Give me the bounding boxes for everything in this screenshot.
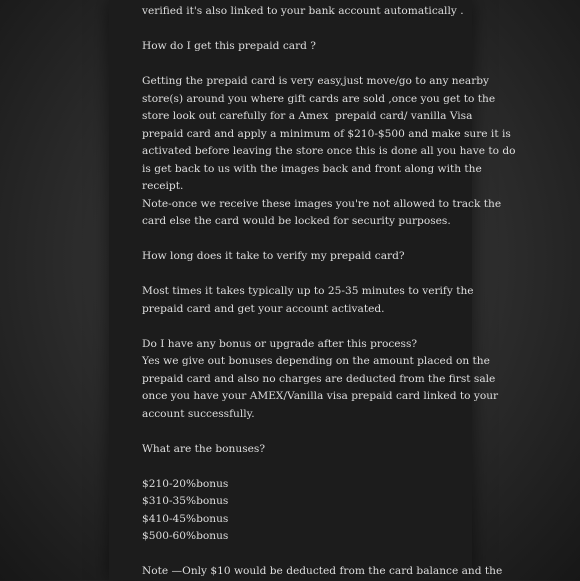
bonus-item: $410-45%bonus: [142, 512, 229, 525]
text-line: once you have your AMEX/Vanilla visa prepaid card linked to your: [142, 390, 499, 402]
text-line: is get back to us with the images back and front along with the: [142, 162, 482, 175]
blank-line: [142, 231, 454, 249]
text-line: Getting the prepaid card is very easy,just move/go to any nearby: [142, 75, 490, 87]
text-line: activated before leaving the store once this is done all you have to do: [142, 145, 516, 157]
blank-line: [142, 56, 454, 74]
question-heading: Do I have any bonus or upgrade after this process?: [142, 337, 418, 350]
blank-line: [142, 21, 454, 39]
question-heading: How do I get this prepaid card ?: [142, 40, 316, 52]
text-line: card else the card would be locked for security purposes.: [142, 215, 451, 227]
question-heading: How long does it take to verify my prepaid card?: [142, 250, 405, 262]
document-panel: [109, 0, 516, 580]
blank-line: [142, 423, 454, 441]
text-line: Yes we give out bonuses depending on the amount placed on the: [142, 355, 490, 367]
text-line: prepaid card and also no charges are deducted from the first sale: [142, 372, 496, 385]
text-line: Note —Only $10 would be deducted from the card balance and the: [142, 565, 503, 577]
blank-line: [142, 546, 454, 564]
question-heading: What are the bonuses?: [142, 442, 266, 455]
text-line: store(s) around you where gift cards are sold ,once you get to the: [142, 92, 496, 105]
blank-line: [142, 458, 454, 476]
blank-line: [142, 266, 454, 284]
bonus-item: $210-20%bonus: [142, 477, 229, 490]
text-line: account successfully.: [142, 407, 255, 420]
text-line: prepaid card and get your account activated.: [142, 302, 385, 315]
bonus-item: $310-35%bonus: [142, 495, 229, 507]
text-line: store look out carefully for a Amex prepaid card/ vanilla Visa: [142, 110, 473, 122]
bonus-item: $500-60%bonus: [142, 530, 229, 542]
text-line: Note-once we receive these images you're not allowed to track the: [142, 197, 502, 210]
text-line: receipt.: [142, 180, 184, 192]
text-line: Most times it takes typically up to 25-35 minutes to verify the: [142, 285, 474, 297]
text-line: verified it's also linked to your bank account automatically .: [142, 5, 464, 17]
text-line: prepaid card and apply a minimum of $210-$500 and make sure it is: [142, 127, 511, 140]
blank-line: [142, 318, 454, 336]
document-text: [142, 3, 516, 581]
